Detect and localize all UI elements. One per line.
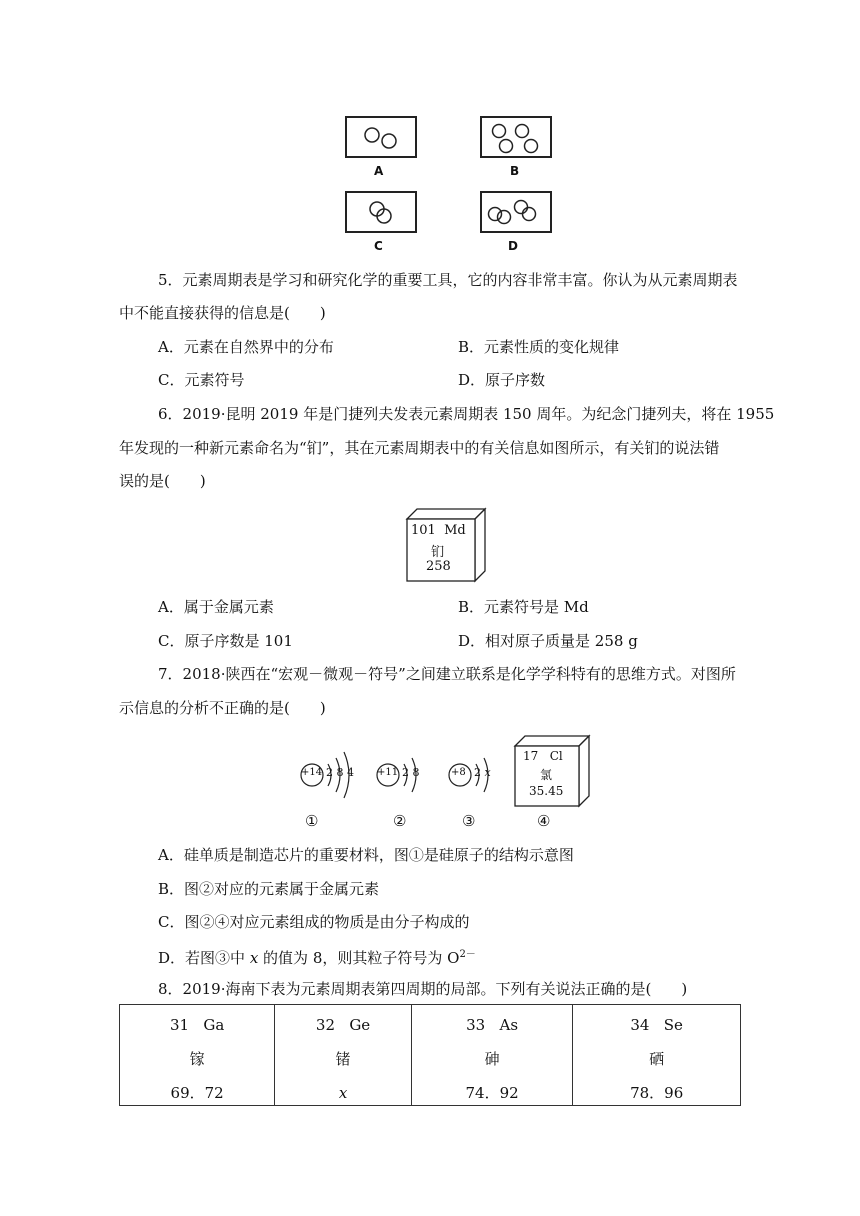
question-6-option-c: C．原子序数是 101: [158, 632, 293, 650]
element-header: 33 As: [466, 1016, 519, 1034]
element-name: 钔: [431, 545, 445, 560]
inner-shell-count: 2: [474, 766, 481, 779]
nucleus-charge: +11: [377, 767, 399, 778]
atom-label-2: ②: [393, 812, 407, 830]
outer-shell-variable: x: [484, 766, 491, 779]
element-symbol: Md: [444, 523, 466, 538]
figure-label-d: D: [508, 239, 518, 253]
question-5-option-d: D．原子序数: [458, 371, 546, 389]
molecule-a-diagram: [347, 118, 415, 156]
question-7-line-1: 7．2018·陕西在“宏观－微观－符号”之间建立联系是化学学科特有的思维方式。对图所: [158, 665, 736, 683]
option-d-variable: x: [249, 949, 259, 967]
question-5-line-2: 中不能直接获得的信息是( ): [119, 304, 326, 322]
element-card-cl-header: [523, 749, 563, 763]
electron-shells: [474, 766, 491, 779]
element-cell-as: [411, 1005, 572, 1106]
figure-label-b: B: [510, 164, 520, 178]
atom-diagram-2: [374, 746, 428, 804]
option-d-prefix: D．若图③中: [158, 949, 246, 967]
element-symbol: Cl: [549, 749, 563, 763]
atomic-mass: 74．92: [465, 1084, 519, 1102]
atom-diagram-3: [446, 746, 500, 804]
atomic-mass: 78．96: [630, 1084, 684, 1102]
figure-box-d: [480, 191, 552, 233]
element-cell-se: [573, 1005, 741, 1106]
question-7-option-c: C．图②④对应元素组成的物质是由分子构成的: [158, 913, 470, 931]
element-card-label-4: ④: [537, 812, 551, 830]
atomic-mass: x: [338, 1084, 348, 1102]
atom-diagram-1: [298, 746, 358, 804]
question-7-option-d: [158, 945, 476, 968]
question-6-option-b: B．元素符号是 Md: [458, 598, 589, 616]
figure-label-c: C: [374, 239, 383, 253]
element-card-md: [405, 507, 487, 583]
atom-label-3: ③: [462, 812, 476, 830]
figure-box-c: [345, 191, 417, 233]
element-name: 硒: [649, 1050, 665, 1068]
nucleus-charge: +8: [451, 767, 466, 778]
atomic-mass: 35.45: [529, 784, 564, 798]
element-header: 34 Se: [630, 1016, 683, 1034]
question-7-option-b: B．图②对应的元素属于金属元素: [158, 880, 380, 898]
question-5-option-a: A．元素在自然界中的分布: [158, 338, 334, 356]
question-5-option-b: B．元素性质的变化规律: [458, 338, 620, 356]
question-6-line-1: 6．2019·昆明 2019 年是门捷列夫发表元素周期表 150 周年。为纪念门捷列夫，将在 1955: [158, 405, 775, 423]
question-5-line-1: 5．元素周期表是学习和研究化学的重要工具，它的内容非常丰富。你认为从元素周期表: [158, 271, 738, 289]
element-name: 砷: [484, 1050, 500, 1068]
question-6-line-2: 年发现的一种新元素命名为“钔”，其在元素周期表中的有关信息如图所示，有关钔的说法错: [119, 439, 720, 457]
element-card-cl: [513, 734, 591, 808]
periodic-table-excerpt: [119, 1004, 741, 1106]
element-header: 31 Ga: [169, 1016, 225, 1034]
option-d-suffix: 的值为 8，则其粒子符号为 O: [258, 949, 460, 967]
question-7-option-a: A．硅单质是制造芯片的重要材料，图①是硅原子的结构示意图: [158, 846, 574, 864]
option-d-charge: 2－: [459, 949, 476, 960]
molecule-d-diagram: [482, 193, 550, 231]
atomic-mass: 69．72: [170, 1084, 224, 1102]
atomic-mass: 258: [426, 559, 451, 574]
question-6-option-a: A．属于金属元素: [158, 598, 274, 616]
question-6-line-3: 误的是( ): [119, 472, 206, 490]
atom-label-1: ①: [305, 812, 319, 830]
figure-box-a: [345, 116, 417, 158]
figure-label-a: A: [374, 164, 384, 178]
molecule-b-diagram: [482, 118, 550, 156]
question-7-line-2: 示信息的分析不正确的是( ): [119, 699, 326, 717]
figure-box-b: [480, 116, 552, 158]
element-cell-ga: [120, 1005, 275, 1106]
electron-shells: 2 8 4: [326, 766, 354, 779]
question-6-option-d: D．相对原子质量是 258 g: [458, 632, 638, 650]
question-8-line-1: 8．2019·海南下表为元素周期表第四周期的局部。下列有关说法正确的是( ): [158, 980, 688, 998]
atomic-number: 101: [411, 523, 436, 538]
element-name: 镓: [189, 1050, 205, 1068]
question-5-option-c: C．元素符号: [158, 371, 245, 389]
nucleus-charge: +14: [301, 767, 323, 778]
atomic-number: 17: [523, 749, 539, 763]
molecule-c-diagram: [347, 193, 415, 231]
electron-shells: 2 8: [402, 766, 420, 779]
element-card-md-header: [411, 523, 466, 538]
element-name: 氯: [540, 768, 553, 782]
element-name: 锗: [335, 1050, 351, 1068]
element-header: 32 Ge: [315, 1016, 371, 1034]
element-cell-ge: [275, 1005, 412, 1106]
